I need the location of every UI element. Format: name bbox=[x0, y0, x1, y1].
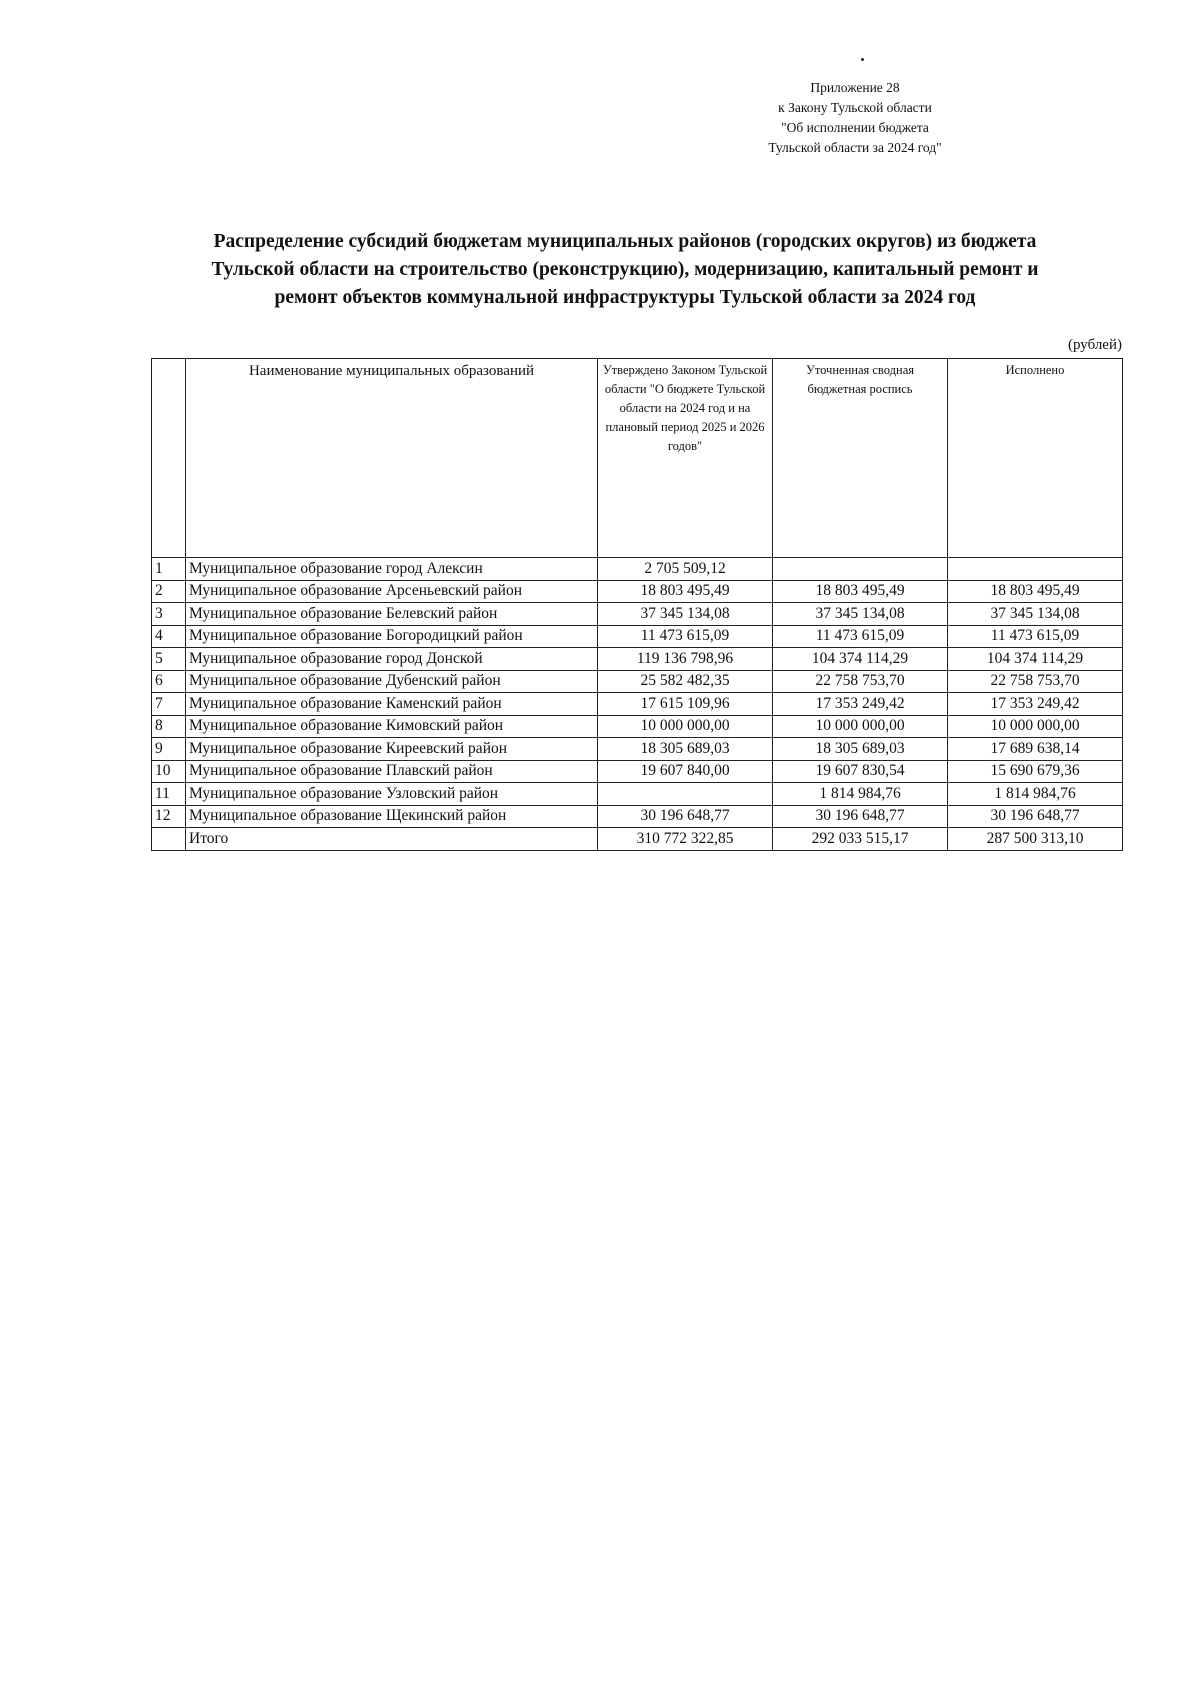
appendix-line-3: "Об исполнении бюджета bbox=[781, 120, 929, 135]
row-approved: 25 582 482,35 bbox=[598, 670, 773, 693]
appendix-line-2: к Закону Тульской области bbox=[778, 100, 932, 115]
table-total-row bbox=[152, 828, 1123, 851]
table-row bbox=[152, 670, 1123, 693]
row-approved: 10 000 000,00 bbox=[598, 715, 773, 738]
row-refined: 22 758 753,70 bbox=[773, 670, 948, 693]
row-approved: 30 196 648,77 bbox=[598, 805, 773, 828]
row-executed: 15 690 679,36 bbox=[948, 760, 1123, 783]
table-row bbox=[152, 805, 1123, 828]
stray-dot-mark bbox=[861, 58, 864, 61]
table-row bbox=[152, 783, 1123, 806]
row-name: Муниципальное образование Белевский район bbox=[186, 603, 598, 626]
row-refined bbox=[773, 558, 948, 581]
row-name: Муниципальное образование Щекинский район bbox=[186, 805, 598, 828]
table-row bbox=[152, 558, 1123, 581]
row-number: 10 bbox=[152, 760, 186, 783]
row-number: 6 bbox=[152, 670, 186, 693]
row-refined: 19 607 830,54 bbox=[773, 760, 948, 783]
row-executed bbox=[948, 558, 1123, 581]
row-approved: 2 705 509,12 bbox=[598, 558, 773, 581]
total-executed: 287 500 313,10 bbox=[948, 828, 1123, 851]
row-executed: 37 345 134,08 bbox=[948, 603, 1123, 626]
table-row bbox=[152, 603, 1123, 626]
row-approved: 11 473 615,09 bbox=[598, 625, 773, 648]
row-executed: 17 689 638,14 bbox=[948, 738, 1123, 761]
appendix-line-1: Приложение 28 bbox=[810, 80, 900, 95]
total-number bbox=[152, 828, 186, 851]
table-row bbox=[152, 738, 1123, 761]
row-name: Муниципальное образование Дубенский район bbox=[186, 670, 598, 693]
row-name: Муниципальное образование Арсеньевский район bbox=[186, 580, 598, 603]
table-row bbox=[152, 648, 1123, 671]
row-approved: 17 615 109,96 bbox=[598, 693, 773, 716]
appendix-line-4: Тульской области за 2024 год" bbox=[768, 140, 942, 155]
row-executed: 10 000 000,00 bbox=[948, 715, 1123, 738]
row-number: 4 bbox=[152, 625, 186, 648]
title-line-2: Тульской области на строительство (реконструкцию), модернизацию, капитальный ремонт и bbox=[211, 259, 1039, 280]
row-number: 9 bbox=[152, 738, 186, 761]
document-title bbox=[150, 228, 1100, 312]
subsidy-table bbox=[151, 358, 1123, 851]
table-row bbox=[152, 625, 1123, 648]
row-executed: 17 353 249,42 bbox=[948, 693, 1123, 716]
row-executed: 30 196 648,77 bbox=[948, 805, 1123, 828]
row-name: Муниципальное образование город Алексин bbox=[186, 558, 598, 581]
row-name: Муниципальное образование Богородицкий район bbox=[186, 625, 598, 648]
row-number: 1 bbox=[152, 558, 186, 581]
row-approved: 18 803 495,49 bbox=[598, 580, 773, 603]
row-refined: 30 196 648,77 bbox=[773, 805, 948, 828]
row-refined: 11 473 615,09 bbox=[773, 625, 948, 648]
total-label: Итого bbox=[186, 828, 598, 851]
row-number: 2 bbox=[152, 580, 186, 603]
row-name: Муниципальное образование Плавский район bbox=[186, 760, 598, 783]
row-name: Муниципальное образование город Донской bbox=[186, 648, 598, 671]
row-refined: 37 345 134,08 bbox=[773, 603, 948, 626]
table-row bbox=[152, 760, 1123, 783]
table-row bbox=[152, 580, 1123, 603]
row-name: Муниципальное образование Каменский район bbox=[186, 693, 598, 716]
row-executed: 11 473 615,09 bbox=[948, 625, 1123, 648]
row-refined: 10 000 000,00 bbox=[773, 715, 948, 738]
table-header-row bbox=[152, 359, 1123, 558]
row-approved: 18 305 689,03 bbox=[598, 738, 773, 761]
title-line-1: Распределение субсидий бюджетам муниципальных районов (городских округов) из бюджета bbox=[213, 231, 1037, 252]
row-refined: 17 353 249,42 bbox=[773, 693, 948, 716]
row-approved: 37 345 134,08 bbox=[598, 603, 773, 626]
title-line-3: ремонт объектов коммунальной инфраструктуры Тульской области за 2024 год bbox=[274, 287, 976, 308]
row-approved bbox=[598, 783, 773, 806]
table-row bbox=[152, 715, 1123, 738]
units-label: (рублей) bbox=[1067, 337, 1122, 353]
row-executed: 104 374 114,29 bbox=[948, 648, 1123, 671]
row-name: Муниципальное образование Узловский район bbox=[186, 783, 598, 806]
row-executed: 22 758 753,70 bbox=[948, 670, 1123, 693]
total-approved: 310 772 322,85 bbox=[598, 828, 773, 851]
row-refined: 1 814 984,76 bbox=[773, 783, 948, 806]
appendix-header bbox=[740, 78, 970, 158]
table-row bbox=[152, 693, 1123, 716]
row-number: 3 bbox=[152, 603, 186, 626]
header-approved: Утверждено Законом Тульской области "О бюджете Тульской области на 2024 год и на плановый период 2025 и 2026 годов" bbox=[598, 359, 773, 558]
row-name: Муниципальное образование Киреевский район bbox=[186, 738, 598, 761]
row-number: 7 bbox=[152, 693, 186, 716]
row-number: 12 bbox=[152, 805, 186, 828]
header-executed: Исполнено bbox=[948, 359, 1123, 558]
total-refined: 292 033 515,17 bbox=[773, 828, 948, 851]
row-refined: 18 803 495,49 bbox=[773, 580, 948, 603]
header-number bbox=[152, 359, 186, 558]
row-executed: 1 814 984,76 bbox=[948, 783, 1123, 806]
row-name: Муниципальное образование Кимовский район bbox=[186, 715, 598, 738]
header-refined: Уточненная сводная бюджетная роспись bbox=[773, 359, 948, 558]
row-number: 5 bbox=[152, 648, 186, 671]
row-refined: 18 305 689,03 bbox=[773, 738, 948, 761]
row-refined: 104 374 114,29 bbox=[773, 648, 948, 671]
row-number: 8 bbox=[152, 715, 186, 738]
row-approved: 119 136 798,96 bbox=[598, 648, 773, 671]
row-number: 11 bbox=[152, 783, 186, 806]
row-approved: 19 607 840,00 bbox=[598, 760, 773, 783]
header-name: Наименование муниципальных образований bbox=[186, 359, 598, 558]
row-executed: 18 803 495,49 bbox=[948, 580, 1123, 603]
